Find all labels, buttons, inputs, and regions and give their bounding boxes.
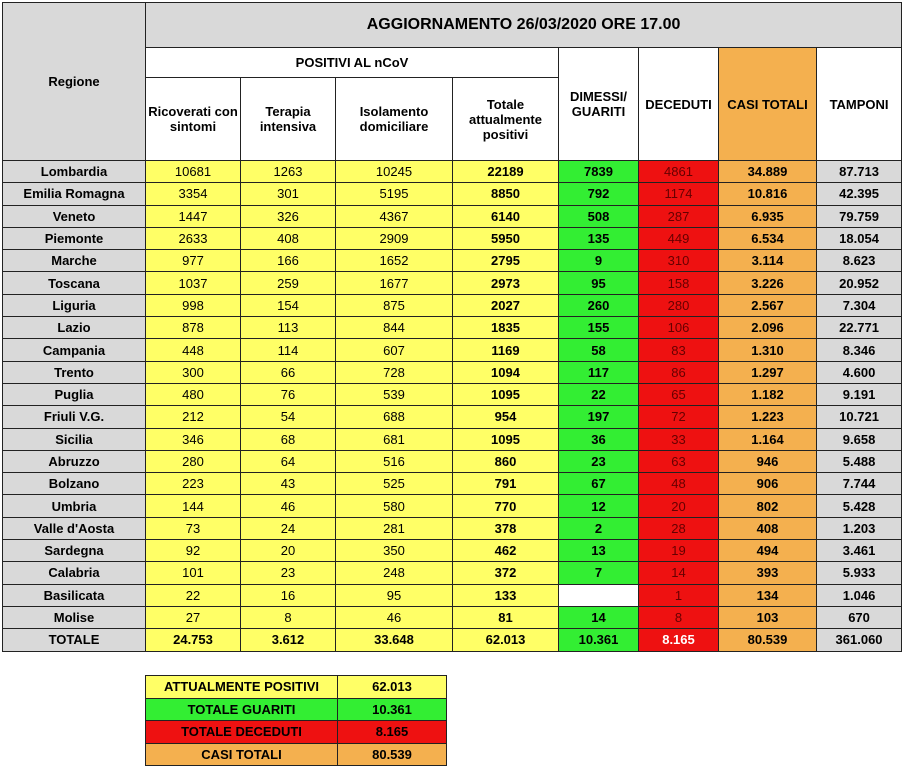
table-row <box>3 227 902 249</box>
cell-isolamento: 580 <box>336 495 453 517</box>
cell-deceduti: 280 <box>639 294 719 316</box>
cell-casi_totali: 3.226 <box>719 272 817 294</box>
table-row <box>3 205 902 227</box>
cell-ricoverati: 101 <box>146 562 241 584</box>
cell-casi_totali: 1.182 <box>719 383 817 405</box>
cell-dimessi <box>559 584 639 606</box>
cell-ricoverati: 92 <box>146 540 241 562</box>
cell-dimessi: 67 <box>559 473 639 495</box>
cell-deceduti: 19 <box>639 540 719 562</box>
cell-regione: Piemonte <box>3 227 146 249</box>
cell-totale_positivi: 133 <box>453 584 559 606</box>
cell-terapia: 68 <box>241 428 336 450</box>
totals-row <box>3 629 902 651</box>
header-casi-totali: CASI TOTALI <box>719 48 817 161</box>
cell-tamponi: 20.952 <box>817 272 902 294</box>
total-isolamento: 33.648 <box>336 629 453 651</box>
cell-totale_positivi: 8850 <box>453 183 559 205</box>
cell-ricoverati: 144 <box>146 495 241 517</box>
cell-terapia: 43 <box>241 473 336 495</box>
cell-deceduti: 1 <box>639 584 719 606</box>
cell-terapia: 24 <box>241 517 336 539</box>
cell-dimessi: 58 <box>559 339 639 361</box>
summary-label-guariti: TOTALE GUARITI <box>146 698 338 721</box>
cell-casi_totali: 134 <box>719 584 817 606</box>
table-row <box>3 361 902 383</box>
cell-casi_totali: 494 <box>719 540 817 562</box>
cell-regione: Basilicata <box>3 584 146 606</box>
cell-isolamento: 1652 <box>336 250 453 272</box>
cell-regione: Bolzano <box>3 473 146 495</box>
cell-tamponi: 1.046 <box>817 584 902 606</box>
cell-dimessi: 13 <box>559 540 639 562</box>
cell-regione: Trento <box>3 361 146 383</box>
cell-ricoverati: 2633 <box>146 227 241 249</box>
cell-tamponi: 10.721 <box>817 406 902 428</box>
cell-isolamento: 1677 <box>336 272 453 294</box>
cell-deceduti: 4861 <box>639 161 719 183</box>
cell-terapia: 16 <box>241 584 336 606</box>
summary-table <box>145 675 447 766</box>
cell-totale_positivi: 791 <box>453 473 559 495</box>
cell-casi_totali: 946 <box>719 450 817 472</box>
table-row <box>3 473 902 495</box>
cell-isolamento: 875 <box>336 294 453 316</box>
cell-isolamento: 688 <box>336 406 453 428</box>
cell-isolamento: 350 <box>336 540 453 562</box>
cell-casi_totali: 6.935 <box>719 205 817 227</box>
cell-tamponi: 22.771 <box>817 317 902 339</box>
cell-dimessi: 135 <box>559 227 639 249</box>
cell-totale_positivi: 860 <box>453 450 559 472</box>
cell-terapia: 54 <box>241 406 336 428</box>
cell-tamponi: 42.395 <box>817 183 902 205</box>
cell-ricoverati: 223 <box>146 473 241 495</box>
cell-tamponi: 9.658 <box>817 428 902 450</box>
cell-deceduti: 106 <box>639 317 719 339</box>
cell-totale_positivi: 6140 <box>453 205 559 227</box>
cell-tamponi: 1.203 <box>817 517 902 539</box>
cell-isolamento: 46 <box>336 606 453 628</box>
cell-ricoverati: 280 <box>146 450 241 472</box>
cell-casi_totali: 393 <box>719 562 817 584</box>
cell-regione: Emilia Romagna <box>3 183 146 205</box>
cell-deceduti: 86 <box>639 361 719 383</box>
cell-totale_positivi: 770 <box>453 495 559 517</box>
total-tamponi: 361.060 <box>817 629 902 651</box>
cell-deceduti: 72 <box>639 406 719 428</box>
cell-terapia: 1263 <box>241 161 336 183</box>
cell-totale_positivi: 1095 <box>453 428 559 450</box>
cell-regione: Abruzzo <box>3 450 146 472</box>
cell-ricoverati: 22 <box>146 584 241 606</box>
cell-casi_totali: 34.889 <box>719 161 817 183</box>
cell-terapia: 8 <box>241 606 336 628</box>
cell-dimessi: 23 <box>559 450 639 472</box>
cell-ricoverati: 300 <box>146 361 241 383</box>
cell-ricoverati: 977 <box>146 250 241 272</box>
cell-regione: Puglia <box>3 383 146 405</box>
cell-deceduti: 449 <box>639 227 719 249</box>
cell-regione: Veneto <box>3 205 146 227</box>
cell-regione: Molise <box>3 606 146 628</box>
cell-ricoverati: 73 <box>146 517 241 539</box>
cell-totale_positivi: 2795 <box>453 250 559 272</box>
cell-casi_totali: 1.297 <box>719 361 817 383</box>
cell-ricoverati: 998 <box>146 294 241 316</box>
cell-ricoverati: 10681 <box>146 161 241 183</box>
header-totale-positivi: Totale attualmente positivi <box>453 78 559 161</box>
header-deceduti: DECEDUTI <box>639 48 719 161</box>
cell-casi_totali: 6.534 <box>719 227 817 249</box>
covid-data-table <box>2 2 902 652</box>
total-dimessi: 10.361 <box>559 629 639 651</box>
cell-terapia: 66 <box>241 361 336 383</box>
table-row <box>3 450 902 472</box>
cell-terapia: 23 <box>241 562 336 584</box>
cell-casi_totali: 1.223 <box>719 406 817 428</box>
cell-tamponi: 7.744 <box>817 473 902 495</box>
cell-isolamento: 844 <box>336 317 453 339</box>
table-row <box>3 584 902 606</box>
cell-dimessi: 9 <box>559 250 639 272</box>
cell-totale_positivi: 462 <box>453 540 559 562</box>
cell-isolamento: 95 <box>336 584 453 606</box>
cell-regione: Liguria <box>3 294 146 316</box>
cell-totale_positivi: 2027 <box>453 294 559 316</box>
cell-deceduti: 310 <box>639 250 719 272</box>
cell-deceduti: 287 <box>639 205 719 227</box>
cell-regione: Campania <box>3 339 146 361</box>
cell-casi_totali: 10.816 <box>719 183 817 205</box>
total-regione: TOTALE <box>3 629 146 651</box>
cell-totale_positivi: 1169 <box>453 339 559 361</box>
cell-deceduti: 83 <box>639 339 719 361</box>
cell-dimessi: 14 <box>559 606 639 628</box>
total-terapia: 3.612 <box>241 629 336 651</box>
cell-regione: Toscana <box>3 272 146 294</box>
cell-terapia: 301 <box>241 183 336 205</box>
cell-tamponi: 4.600 <box>817 361 902 383</box>
cell-terapia: 20 <box>241 540 336 562</box>
cell-tamponi: 5.428 <box>817 495 902 517</box>
cell-totale_positivi: 378 <box>453 517 559 539</box>
cell-casi_totali: 2.567 <box>719 294 817 316</box>
summary-label-deceduti: TOTALE DECEDUTI <box>146 721 338 744</box>
table-row <box>3 161 902 183</box>
cell-casi_totali: 408 <box>719 517 817 539</box>
header-isolamento: Isolamento domiciliare <box>336 78 453 161</box>
table-row <box>3 183 902 205</box>
cell-ricoverati: 1447 <box>146 205 241 227</box>
cell-casi_totali: 802 <box>719 495 817 517</box>
cell-terapia: 408 <box>241 227 336 249</box>
cell-ricoverati: 1037 <box>146 272 241 294</box>
cell-tamponi: 18.054 <box>817 227 902 249</box>
cell-terapia: 64 <box>241 450 336 472</box>
cell-terapia: 113 <box>241 317 336 339</box>
cell-dimessi: 260 <box>559 294 639 316</box>
cell-regione: Sicilia <box>3 428 146 450</box>
table-row <box>3 317 902 339</box>
cell-tamponi: 79.759 <box>817 205 902 227</box>
cell-dimessi: 508 <box>559 205 639 227</box>
table-row <box>3 606 902 628</box>
cell-dimessi: 7 <box>559 562 639 584</box>
cell-isolamento: 4367 <box>336 205 453 227</box>
cell-dimessi: 7839 <box>559 161 639 183</box>
cell-ricoverati: 448 <box>146 339 241 361</box>
cell-totale_positivi: 22189 <box>453 161 559 183</box>
table-row <box>3 428 902 450</box>
cell-deceduti: 14 <box>639 562 719 584</box>
cell-casi_totali: 1.310 <box>719 339 817 361</box>
summary-value-guariti: 10.361 <box>338 698 447 721</box>
cell-isolamento: 2909 <box>336 227 453 249</box>
summary-value-positivi: 62.013 <box>338 676 447 699</box>
cell-ricoverati: 212 <box>146 406 241 428</box>
cell-regione: Umbria <box>3 495 146 517</box>
cell-regione: Marche <box>3 250 146 272</box>
cell-tamponi: 8.623 <box>817 250 902 272</box>
cell-regione: Calabria <box>3 562 146 584</box>
header-terapia: Terapia intensiva <box>241 78 336 161</box>
cell-totale_positivi: 81 <box>453 606 559 628</box>
cell-isolamento: 10245 <box>336 161 453 183</box>
header-regione: Regione <box>3 3 146 161</box>
cell-dimessi: 12 <box>559 495 639 517</box>
cell-totale_positivi: 954 <box>453 406 559 428</box>
cell-tamponi: 670 <box>817 606 902 628</box>
cell-terapia: 326 <box>241 205 336 227</box>
cell-dimessi: 117 <box>559 361 639 383</box>
total-deceduti: 8.165 <box>639 629 719 651</box>
cell-casi_totali: 1.164 <box>719 428 817 450</box>
table-row <box>3 250 902 272</box>
total-totale_positivi: 62.013 <box>453 629 559 651</box>
cell-totale_positivi: 5950 <box>453 227 559 249</box>
cell-ricoverati: 346 <box>146 428 241 450</box>
cell-dimessi: 155 <box>559 317 639 339</box>
cell-deceduti: 158 <box>639 272 719 294</box>
cell-regione: Lazio <box>3 317 146 339</box>
cell-dimessi: 197 <box>559 406 639 428</box>
table-row <box>3 406 902 428</box>
cell-casi_totali: 3.114 <box>719 250 817 272</box>
cell-tamponi: 5.488 <box>817 450 902 472</box>
cell-casi_totali: 103 <box>719 606 817 628</box>
cell-isolamento: 607 <box>336 339 453 361</box>
cell-terapia: 114 <box>241 339 336 361</box>
cell-dimessi: 95 <box>559 272 639 294</box>
cell-casi_totali: 2.096 <box>719 317 817 339</box>
cell-isolamento: 681 <box>336 428 453 450</box>
header-positivi-group: POSITIVI AL nCoV <box>146 48 559 78</box>
cell-deceduti: 33 <box>639 428 719 450</box>
cell-isolamento: 248 <box>336 562 453 584</box>
summary-label-positivi: ATTUALMENTE POSITIVI <box>146 676 338 699</box>
cell-casi_totali: 906 <box>719 473 817 495</box>
cell-tamponi: 5.933 <box>817 562 902 584</box>
table-row <box>3 517 902 539</box>
cell-deceduti: 20 <box>639 495 719 517</box>
summary-value-casi: 80.539 <box>338 743 447 766</box>
cell-deceduti: 28 <box>639 517 719 539</box>
cell-isolamento: 525 <box>336 473 453 495</box>
cell-deceduti: 8 <box>639 606 719 628</box>
cell-tamponi: 7.304 <box>817 294 902 316</box>
cell-terapia: 259 <box>241 272 336 294</box>
cell-tamponi: 87.713 <box>817 161 902 183</box>
cell-terapia: 166 <box>241 250 336 272</box>
page-title: AGGIORNAMENTO 26/03/2020 ORE 17.00 <box>146 3 902 48</box>
table-row <box>3 540 902 562</box>
cell-tamponi: 3.461 <box>817 540 902 562</box>
cell-isolamento: 728 <box>336 361 453 383</box>
total-casi_totali: 80.539 <box>719 629 817 651</box>
summary-value-deceduti: 8.165 <box>338 721 447 744</box>
cell-totale_positivi: 2973 <box>453 272 559 294</box>
table-row <box>3 562 902 584</box>
table-row <box>3 272 902 294</box>
cell-dimessi: 2 <box>559 517 639 539</box>
cell-dimessi: 22 <box>559 383 639 405</box>
header-tamponi: TAMPONI <box>817 48 902 161</box>
cell-tamponi: 8.346 <box>817 339 902 361</box>
cell-ricoverati: 480 <box>146 383 241 405</box>
cell-terapia: 76 <box>241 383 336 405</box>
cell-totale_positivi: 372 <box>453 562 559 584</box>
cell-dimessi: 792 <box>559 183 639 205</box>
cell-regione: Lombardia <box>3 161 146 183</box>
cell-deceduti: 65 <box>639 383 719 405</box>
cell-deceduti: 1174 <box>639 183 719 205</box>
cell-isolamento: 5195 <box>336 183 453 205</box>
cell-regione: Friuli V.G. <box>3 406 146 428</box>
header-dimessi: DIMESSI/ GUARITI <box>559 48 639 161</box>
total-ricoverati: 24.753 <box>146 629 241 651</box>
cell-regione: Valle d'Aosta <box>3 517 146 539</box>
table-row <box>3 339 902 361</box>
cell-isolamento: 516 <box>336 450 453 472</box>
cell-isolamento: 281 <box>336 517 453 539</box>
cell-ricoverati: 3354 <box>146 183 241 205</box>
cell-terapia: 46 <box>241 495 336 517</box>
cell-regione: Sardegna <box>3 540 146 562</box>
cell-ricoverati: 878 <box>146 317 241 339</box>
header-ricoverati: Ricoverati con sintomi <box>146 78 241 161</box>
cell-isolamento: 539 <box>336 383 453 405</box>
cell-totale_positivi: 1095 <box>453 383 559 405</box>
cell-totale_positivi: 1094 <box>453 361 559 383</box>
cell-ricoverati: 27 <box>146 606 241 628</box>
table-row <box>3 294 902 316</box>
summary-label-casi: CASI TOTALI <box>146 743 338 766</box>
cell-terapia: 154 <box>241 294 336 316</box>
cell-tamponi: 9.191 <box>817 383 902 405</box>
table-body <box>3 161 902 652</box>
cell-deceduti: 63 <box>639 450 719 472</box>
cell-dimessi: 36 <box>559 428 639 450</box>
cell-totale_positivi: 1835 <box>453 317 559 339</box>
cell-deceduti: 48 <box>639 473 719 495</box>
table-row <box>3 383 902 405</box>
table-row <box>3 495 902 517</box>
